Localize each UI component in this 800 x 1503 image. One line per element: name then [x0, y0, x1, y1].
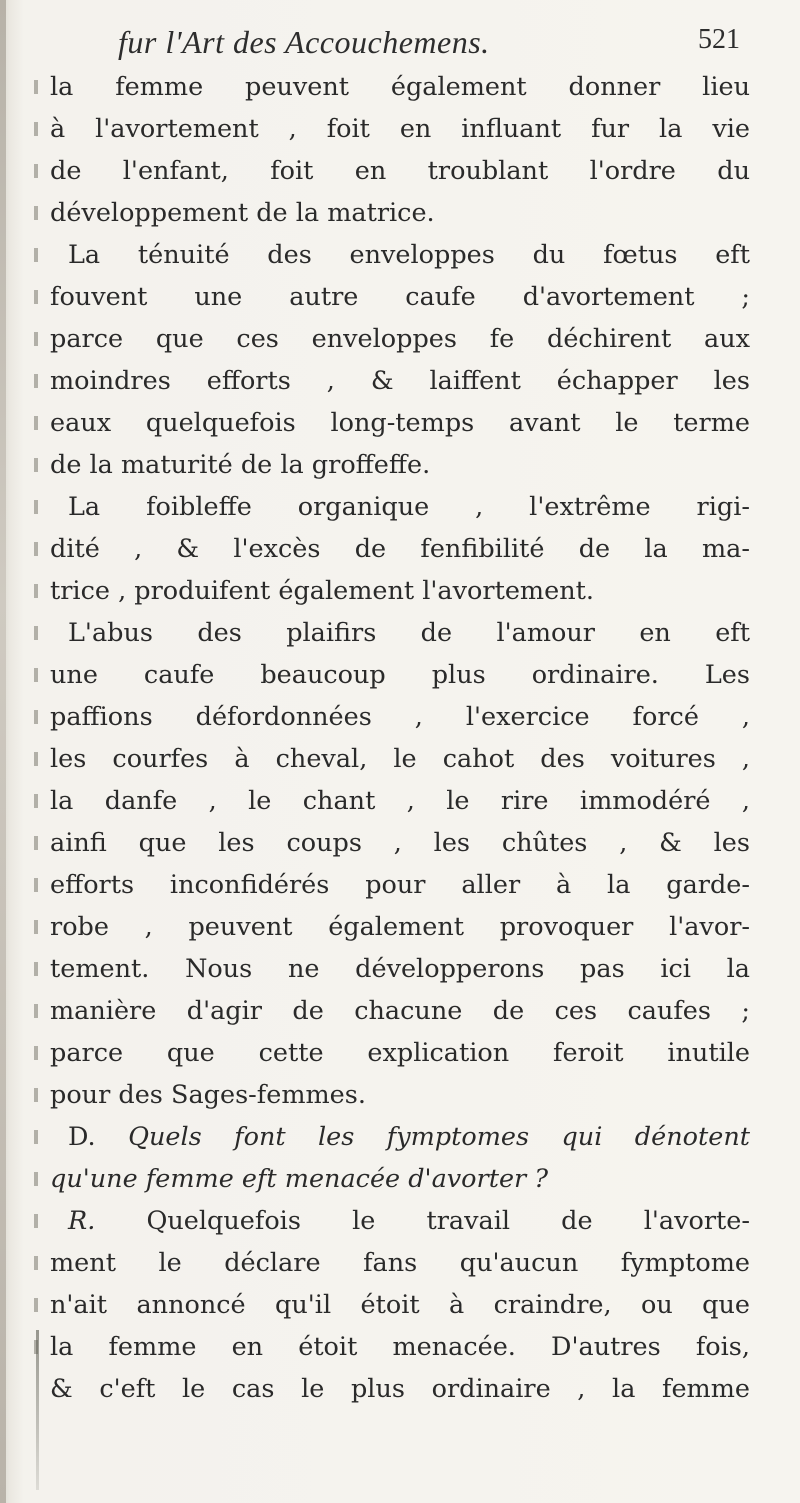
margin-mark-stroke — [34, 248, 38, 262]
text-line: dité , & l'excès de fenfibilité de la ma- — [50, 534, 750, 564]
margin-mark — [32, 192, 44, 234]
margin-mark — [32, 570, 44, 612]
margin-mark — [32, 1074, 44, 1116]
text-line: moindres efforts , & laiffent échapper les — [50, 366, 750, 396]
margin-mark — [32, 276, 44, 318]
margin-mark — [32, 654, 44, 696]
margin-mark — [32, 696, 44, 738]
text-line: manière d'agir de chacune de ces caufes ; — [50, 996, 750, 1026]
margin-mark — [32, 318, 44, 360]
page-number: 521 — [698, 24, 740, 55]
text-line: ment le déclare fans qu'aucun fymptome — [50, 1248, 750, 1278]
text-line: à l'avortement , foit en influant fur la vie — [50, 114, 750, 144]
text-line: la femme peuvent également donner lieu — [50, 72, 750, 102]
margin-mark-stroke — [34, 332, 38, 346]
margin-mark — [32, 612, 44, 654]
text-line: la femme en étoit menacée. D'autres fois, — [50, 1332, 750, 1362]
margin-mark — [32, 990, 44, 1032]
margin-mark-stroke — [34, 752, 38, 766]
margin-marks — [32, 66, 44, 1368]
answer-marker: R. — [68, 1206, 96, 1236]
text-line: n'ait annoncé qu'il étoit à craindre, ou que — [50, 1290, 750, 1320]
margin-mark — [32, 1116, 44, 1158]
margin-mark — [32, 402, 44, 444]
answer-line — [50, 1200, 750, 1242]
margin-pencil-line — [36, 1330, 39, 1490]
margin-mark-stroke — [34, 794, 38, 808]
margin-mark-stroke — [34, 290, 38, 304]
text-line: fouvent une autre caufe d'avortement ; — [50, 282, 750, 312]
margin-mark — [32, 150, 44, 192]
margin-mark-stroke — [34, 1046, 38, 1060]
text-line: tement. Nous ne développerons pas ici la — [50, 954, 750, 984]
text-line: pour des Sages-femmes. — [50, 1080, 366, 1110]
margin-mark — [32, 108, 44, 150]
margin-mark — [32, 1032, 44, 1074]
margin-mark — [32, 780, 44, 822]
text-line: eaux quelquefois long-temps avant le terme — [50, 408, 750, 438]
margin-mark-stroke — [34, 164, 38, 178]
text-line: la danfe , le chant , le rire immodéré , — [50, 786, 750, 816]
body-text — [50, 66, 750, 1410]
margin-mark-stroke — [34, 1130, 38, 1144]
margin-mark — [32, 66, 44, 108]
margin-mark-stroke — [34, 80, 38, 94]
margin-mark-stroke — [34, 1088, 38, 1102]
margin-mark-stroke — [34, 626, 38, 640]
margin-mark-stroke — [34, 962, 38, 976]
text-line: de la maturité de la groffeffe. — [50, 450, 431, 480]
text-line: développement de la matrice. — [50, 198, 435, 228]
text-line: trice , produifent également l'avortement. — [50, 576, 594, 606]
margin-mark-stroke — [34, 542, 38, 556]
binding-edge — [0, 0, 6, 1503]
paragraph-start: L'abus des plaifirs de l'amour en eft — [68, 618, 750, 648]
margin-mark-stroke — [34, 1004, 38, 1018]
text-line: paffions défordonnées , l'exercice forcé , — [50, 702, 750, 732]
question-line — [50, 1116, 750, 1158]
margin-mark-stroke — [34, 878, 38, 892]
margin-mark — [32, 234, 44, 276]
text-line: robe , peuvent également provoquer l'avor- — [50, 912, 750, 942]
text-line: parce que cette explication feroit inutile — [50, 1038, 750, 1068]
running-title: fur l'Art des Accouchemens. — [118, 24, 490, 60]
margin-mark — [32, 906, 44, 948]
margin-mark — [32, 822, 44, 864]
question-line: qu'une femme eft menacée d'avorter ? — [50, 1164, 549, 1194]
margin-mark — [32, 1200, 44, 1242]
page-header — [90, 24, 740, 68]
margin-mark — [32, 360, 44, 402]
margin-mark — [32, 1158, 44, 1200]
question-text: Quels font les fymptomes qui dénotent — [128, 1122, 751, 1152]
text-line: de l'enfant, foit en troublant l'ordre du — [50, 156, 750, 186]
margin-mark — [32, 486, 44, 528]
margin-mark-stroke — [34, 1256, 38, 1270]
question-marker: D. — [68, 1122, 96, 1152]
margin-mark — [32, 1242, 44, 1284]
margin-mark-stroke — [34, 1298, 38, 1312]
margin-mark — [32, 864, 44, 906]
paragraph-start: La ténuité des enveloppes du fœtus eft — [68, 240, 750, 270]
margin-mark-stroke — [34, 500, 38, 514]
margin-mark-stroke — [34, 458, 38, 472]
margin-mark-stroke — [34, 668, 38, 682]
margin-mark — [32, 948, 44, 990]
paragraph-start: La foibleffe organique , l'extrême rigi- — [68, 492, 750, 522]
margin-mark-stroke — [34, 836, 38, 850]
text-line: & c'eft le cas le plus ordinaire , la femme — [50, 1374, 750, 1404]
margin-mark-stroke — [34, 710, 38, 724]
text-line: efforts inconfidérés pour aller à la garde- — [50, 870, 750, 900]
margin-mark-stroke — [34, 122, 38, 136]
margin-mark — [32, 444, 44, 486]
margin-mark-stroke — [34, 416, 38, 430]
margin-mark — [32, 738, 44, 780]
text-line: ainfi que les coups , les chûtes , & les — [50, 828, 750, 858]
text-line: parce que ces enveloppes fe déchirent aux — [50, 324, 750, 354]
margin-mark — [32, 1284, 44, 1326]
margin-mark — [32, 528, 44, 570]
margin-mark-stroke — [34, 206, 38, 220]
answer-text: Quelquefois le travail de l'avorte- — [146, 1206, 751, 1236]
text-line: les courfes à cheval, le cahot des voitures , — [50, 744, 750, 774]
margin-mark-stroke — [34, 374, 38, 388]
margin-mark-stroke — [34, 1214, 38, 1228]
margin-mark-stroke — [34, 584, 38, 598]
margin-mark-stroke — [34, 920, 38, 934]
margin-mark-stroke — [34, 1172, 38, 1186]
text-line: une caufe beaucoup plus ordinaire. Les — [50, 660, 750, 690]
